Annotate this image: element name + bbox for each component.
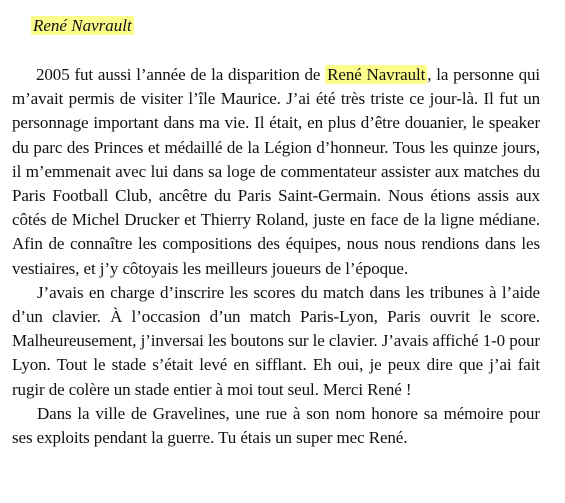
heading-highlight: René Navrault — [33, 16, 132, 35]
paragraph-3: Dans la ville de Gravelines, une rue à son nom honore sa mémoire pour ses exploits pendant la guerre. Tu étais un super mec René. — [12, 403, 540, 448]
name-highlight: René Navrault — [327, 65, 426, 84]
body-text — [12, 63, 540, 450]
paragraph-1-rest: , la personne qui m’avait permis de visiter l’île Maurice. J’ai été très triste ce jour-là. Il fut un personnage important dans ma vie. Il était, en plus d’être douanier, le speaker du parc des Princes et médaillé de la Légion d’honneur. Tous les quinze jours, il m’emmenait avec lui dans sa loge de commentateur assister aux matches du Paris Football Club, ancêtre du Paris Saint-Germain. Nous étions assis aux côtés de Michel Drucker et Thierry Roland, juste en face de la ligne médiane. Afin de connaître les compositions des équipes, nous nous rendions dans les vestiaires, et j’y côtoyais les meilleurs joueurs de l’époque. — [12, 65, 540, 278]
section-heading — [31, 14, 134, 37]
paragraph-2: J’avais en charge d’inscrire les scores du match dans les tribunes à l’aide d’un clavier. À l’occasion d’un match Paris-Lyon, Paris ouvrit le score. Malheureusement, j’inversai les boutons sur le clavier. J’avais affiché 1-0 pour Lyon. Tout le stade s’était levé en sifflant. Eh oui, je peux dire que j’ai fait rugir de colère un stade entier à moi tout seul. Merci René ! — [12, 282, 540, 399]
paragraph-1 — [12, 63, 540, 281]
paragraph-1-start: 2005 fut aussi l’année de la disparition de — [36, 65, 326, 84]
